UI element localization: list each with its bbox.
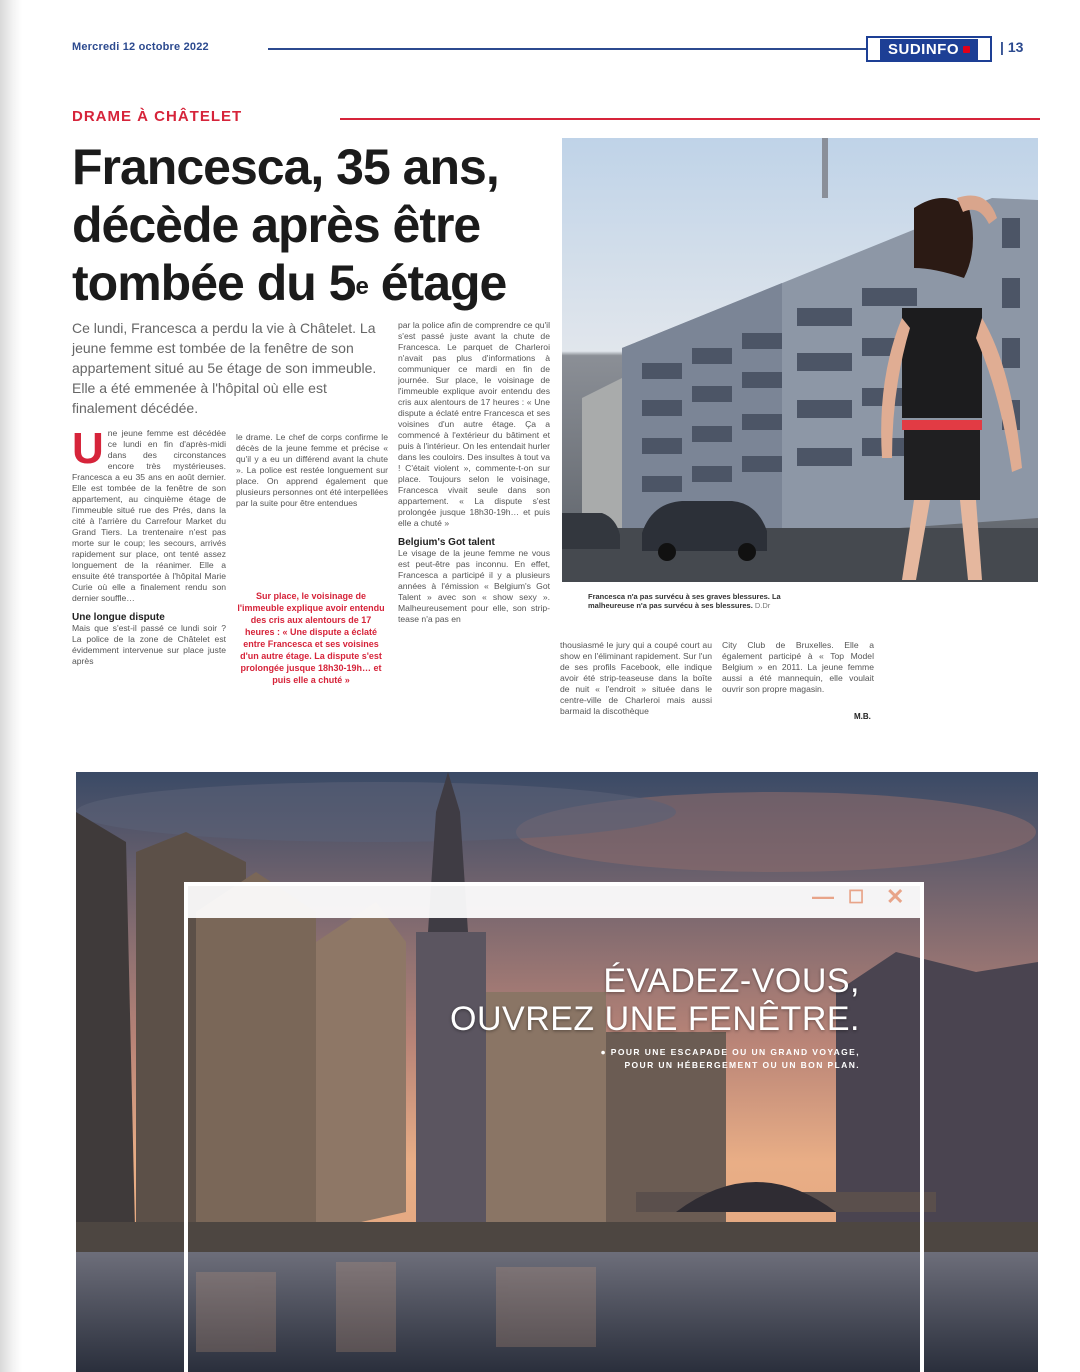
article-column-4: thousiasmé le jury qui a coupé court au show en l'éliminant rapidement. Sur l'un de ses profils Facebook, elle indique avoir été strip-teaseuse dans la boîte de nuit « l'endroit » située dans le centre-ville de Charleroi mais aussi barmaid la discothèque — [560, 640, 712, 716]
brand-logo — [866, 36, 992, 62]
kicker-rule — [340, 118, 1040, 120]
column-3-text: par la police afin de comprendre ce qu'il s'est passé juste avant la chute de Francesca. Le parquet de Charleroi n'avait pas plus d'informations à communiquer ce mardi en fin de journée. Sur place, le voisinage de l'immeuble explique avoir entendu des cris aux alentours de 17 heures : « Une dispute a éclaté entre Francesca et ses voisines d'un autre étage. Ça a commencé à l'extérieur du bâtiment et puis à l'intérieur. On les entendait hurler dans les couloirs. Des insultes à tout va ! C'était violent », commente-t-on sur place. Toujours selon le voisinage, Francesca vivait seule dans son appartement. « La dispute s'est prolongée jusque 18h30-19h… et puis elle a chuté » — [398, 320, 550, 528]
article-headline: Francesca, 35 ans, décède après être tombée du 5e étage — [72, 139, 507, 311]
subhead-longue-dispute: Une longue dispute — [72, 612, 165, 623]
photo-caption: Francesca n'a pas survécu à ses graves blessures. La malheureuse n'a pas survécu à ses blessures. D.Dr — [588, 592, 781, 610]
ad-headline: ÉVADEZ-VOUS, OUVREZ UNE FENÊTRE. — [450, 962, 860, 1038]
article-column-2: le drame. Le chef de corps confirme le décès de la jeune femme et précise « qu'il y a eu un différend avant la chute ». La police est restée longuement sur place. On apprend également que plusieurs personnes ont été interpellées par la suite pour être entendues — [236, 432, 388, 508]
close-icon[interactable]: ✕ — [886, 884, 905, 909]
brand-dot-icon — [963, 46, 970, 53]
article-column-5: City Club de Bruxelles. Elle a également participé à « Top Model Belgium » en 2011. La jeune femme aussi a été mannequin, elle voulait ouvrir son propre magasin. — [722, 640, 874, 694]
column-1-text-2: Mais que s'est-il passé ce lundi soir ? La police de la zone de Châtelet est évidemment intervenue sur place juste après — [72, 623, 226, 666]
photo-illustration — [562, 138, 1038, 582]
article-column-3 — [398, 320, 550, 750]
article-kicker: DRAME À CHÂTELET — [72, 108, 243, 125]
author-signature: M.B. — [854, 712, 871, 721]
article-column-1 — [72, 424, 226, 758]
page-header — [72, 36, 1040, 62]
header-rule — [268, 48, 920, 50]
pull-quote: Sur place, le voisinage de l'immeuble explique avoir entendu des cris aux alentours de 17 heures : « Une dispute a éclaté entre Francesca et ses voisines d'un autre étage. La dispute s'est prolongée jusque 18h30-19h… et puis elle a chuté » — [237, 591, 385, 685]
location-pin-icon: ● — [600, 1047, 608, 1057]
ad-window-frame — [184, 882, 924, 1372]
page-edge-shadow — [0, 0, 22, 1372]
subhead-belgiums-got-talent: Belgium's Got talent — [398, 537, 495, 548]
column-3-text-2: Le visage de la jeune femme ne vous est peut-être pas inconnu. En effet, Francesca a participé il y a plusieurs années à l'émission « Belgium's Got Talent » avec son « show sexy ». Malheureusement pour elle, son strip-tease n'a pas en — [398, 548, 550, 624]
article-photo — [562, 138, 1038, 582]
issue-date: Mercredi 12 octobre 2022 — [72, 41, 209, 53]
maximize-icon[interactable]: ☐ — [848, 887, 865, 907]
photo-credit: D.Dr — [754, 601, 771, 610]
brand-name: SUDINFO — [888, 40, 959, 58]
ad-subline: ● POUR UNE ESCAPADE OU UN GRAND VOYAGE, POUR UN HÉBERGEMENT OU UN BON PLAN. — [600, 1047, 860, 1070]
page-number: | 13 — [1000, 39, 1024, 55]
drop-cap: U — [72, 424, 104, 473]
column-1-text: ne jeune femme est décédée ce lundi en fin d'après-midi dans des circonstances encore très mystérieuses. Francesca a eu 35 ans en août dernier. Elle est tombée de la fenêtre de son appartement, au cinquième étage de l'immeuble situé rue des Prés, dans la cité à l'arrière du Carrefour Market du Grand Tiers. La trentenaire n'est pas morte sur le coup; les secours, arrivés rapidement sur place, ont tenté assez longuement de la réanimer. Elle a ensuite été transportée à l'hôpital Marie Curie où elle a finalement rendu son dernier souffle… — [72, 428, 226, 603]
article-chapo: Ce lundi, Francesca a perdu la vie à Châtelet. La jeune femme est tombée de la fenêtre de son appartement situé au 5e étage de son immeuble. Elle a été emmenée à l'hôpital où elle est finalement décédée. — [72, 320, 377, 416]
minimize-icon[interactable]: — — [812, 884, 834, 909]
